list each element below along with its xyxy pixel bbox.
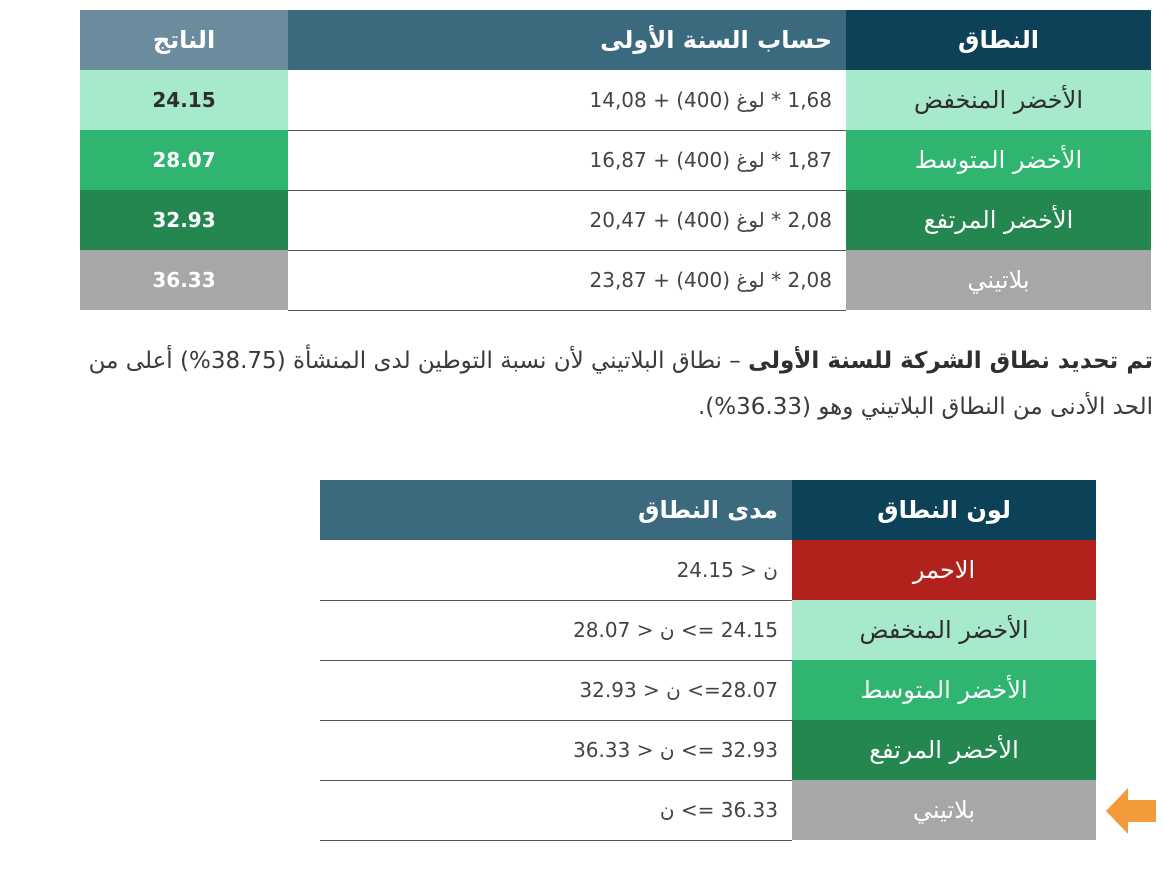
header-result: الناتج: [80, 10, 288, 70]
table-row: [80, 190, 1151, 250]
table-row: [320, 780, 1096, 840]
summary-paragraph: [80, 338, 1153, 430]
header-first-year-calculation: حساب السنة الأولى: [288, 10, 846, 70]
result-cell: 32.93: [80, 190, 288, 250]
table-row: [320, 720, 1096, 780]
band-cell: الأخضر المتوسط: [846, 130, 1151, 190]
calculation-table: [80, 10, 1151, 311]
header-band: النطاق: [846, 10, 1151, 70]
arrow-left-icon: [1106, 788, 1156, 834]
range-cell: 24.15 => ن < 28.07: [320, 600, 792, 660]
table-row: [320, 600, 1096, 660]
range-cell: ن < 24.15: [320, 540, 792, 600]
table-row: [80, 250, 1151, 310]
header-range: مدى النطاق: [320, 480, 792, 540]
result-cell: 36.33: [80, 250, 288, 310]
header-band-color: لون النطاق: [792, 480, 1096, 540]
color-cell: الاحمر: [792, 540, 1096, 600]
table-row: [320, 660, 1096, 720]
range-table-header: [320, 480, 1096, 540]
formula-cell: 2,08 * لوغ (400) + 20,47: [288, 190, 846, 250]
range-cell: 32.93 => ن < 36.33: [320, 720, 792, 780]
calculation-table-header: [80, 10, 1151, 70]
formula-cell: 2,08 * لوغ (400) + 23,87: [288, 250, 846, 310]
band-cell: بلاتيني: [846, 250, 1151, 310]
range-cell: 28.07=> ن < 32.93: [320, 660, 792, 720]
color-cell: الأخضر المرتفع: [792, 720, 1096, 780]
color-cell: الأخضر المتوسط: [792, 660, 1096, 720]
summary-bold-text: تم تحديد نطاق الشركة للسنة الأولى: [748, 348, 1153, 374]
band-cell: الأخضر المنخفض: [846, 70, 1151, 130]
formula-cell: 1,68 * لوغ (400) + 14,08: [288, 70, 846, 130]
result-cell: 28.07: [80, 130, 288, 190]
result-cell: 24.15: [80, 70, 288, 130]
color-cell: الأخضر المنخفض: [792, 600, 1096, 660]
table-row: [80, 70, 1151, 130]
range-cell: 36.33 => ن: [320, 780, 792, 840]
table-row: [80, 130, 1151, 190]
table-row: [320, 540, 1096, 600]
summary-text: – نطاق البلاتيني لأن نسبة التوطين لدى المنشأة (38.75%) أعلى من الحد الأدنى من النطاق البلاتيني وهو (36.33%).: [88, 348, 1153, 420]
color-cell: بلاتيني: [792, 780, 1096, 840]
range-table: [320, 480, 1096, 841]
band-cell: الأخضر المرتفع: [846, 190, 1151, 250]
formula-cell: 1,87 * لوغ (400) + 16,87: [288, 130, 846, 190]
